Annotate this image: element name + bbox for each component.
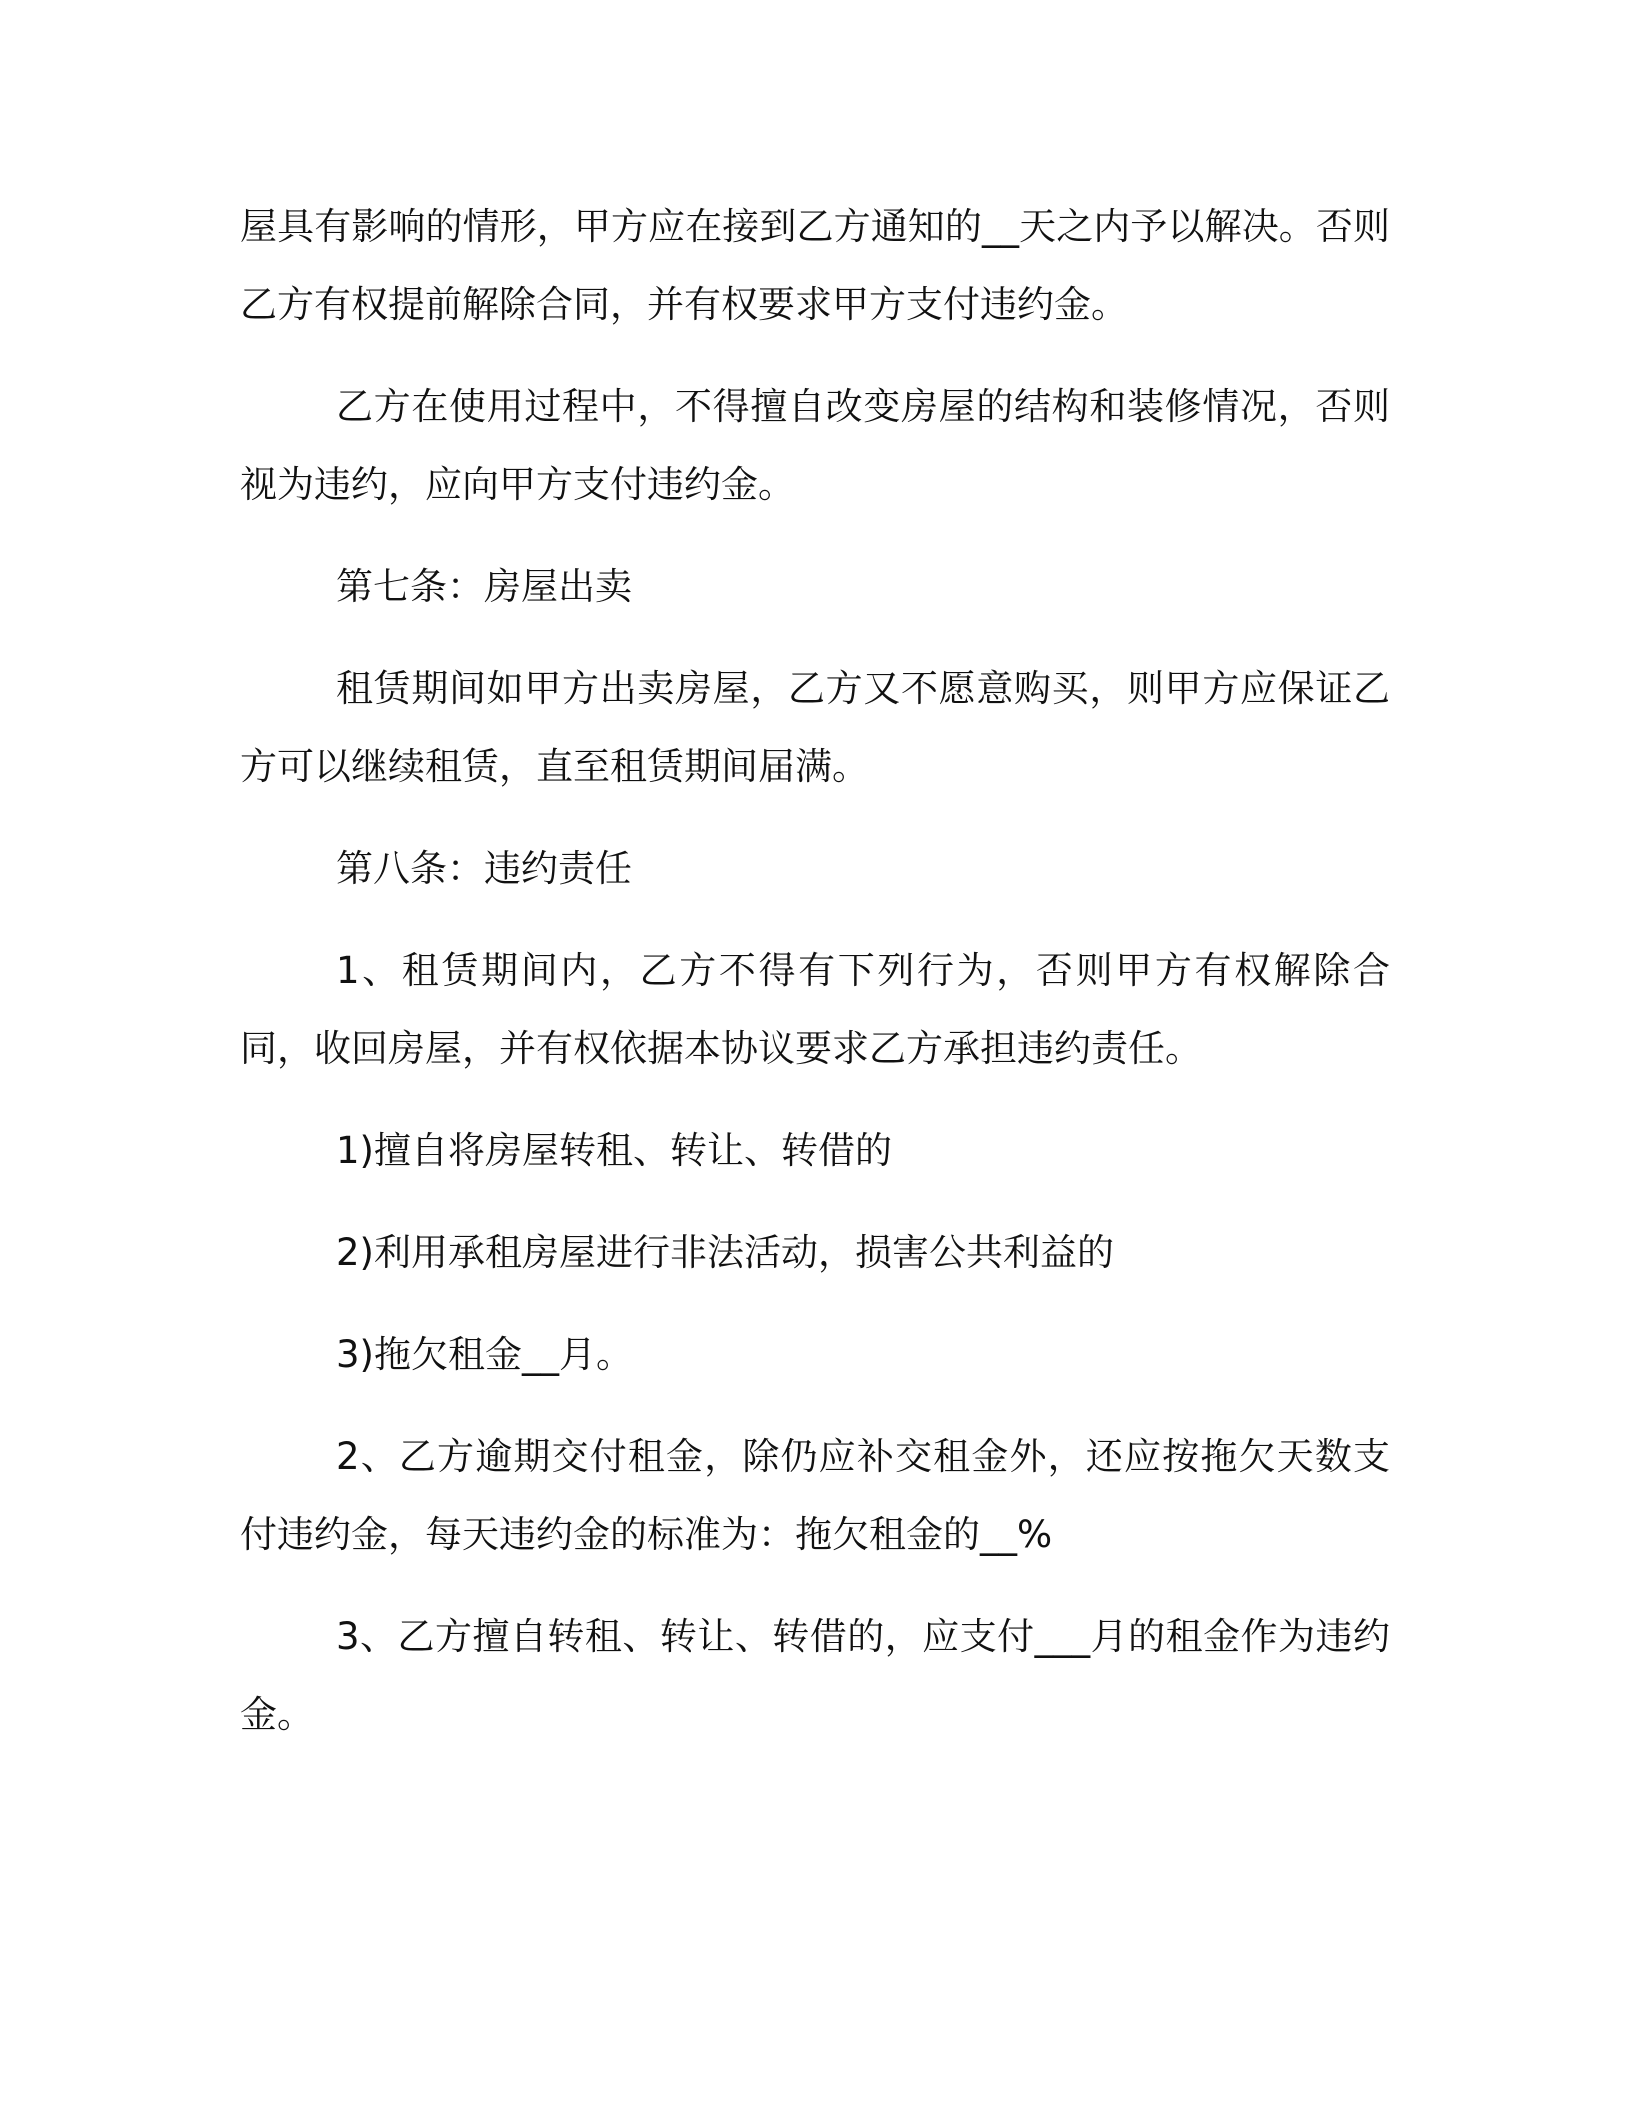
paragraph-repair-obligation: 屋具有影响的情形，甲方应在接到乙方通知的__天之内予以解决。否则乙方有权提前解除合同，并有权要求甲方支付违约金。: [240, 205, 1390, 326]
article-7-heading: 第七条：房屋出卖: [336, 565, 632, 608]
paragraph-breach-item-1: 1、租赁期间内，乙方不得有下列行为，否则甲方有权解除合同，收回房屋，并有权依据本协议要求乙方承担违约责任。: [240, 949, 1390, 1070]
paragraph-breach-item-3: 3、乙方擅自转租、转让、转借的，应支付___月的租金作为违约金。: [240, 1615, 1390, 1736]
paragraph-no-alteration: 乙方在使用过程中，不得擅自改变房屋的结构和装修情况，否则视为违约，应向甲方支付违约金。: [240, 385, 1390, 506]
document-body: [240, 188, 1390, 1778]
paragraph-breach-item-2: 2、乙方逾期交付租金，除仍应补交租金外，还应按拖欠天数支付违约金，每天违约金的标准为：拖欠租金的__%: [240, 1435, 1390, 1556]
list-item-sublet: 1)擅自将房屋转租、转让、转借的: [336, 1129, 892, 1172]
list-item-illegal-use: 2)利用承租房屋进行非法活动，损害公共利益的: [336, 1231, 1114, 1274]
paragraph-house-sale: 租赁期间如甲方出卖房屋，乙方又不愿意购买，则甲方应保证乙方可以继续租赁，直至租赁期间届满。: [240, 667, 1390, 788]
list-item-rent-arrears: 3)拖欠租金__月。: [336, 1333, 633, 1376]
article-8-heading: 第八条：违约责任: [336, 847, 632, 890]
